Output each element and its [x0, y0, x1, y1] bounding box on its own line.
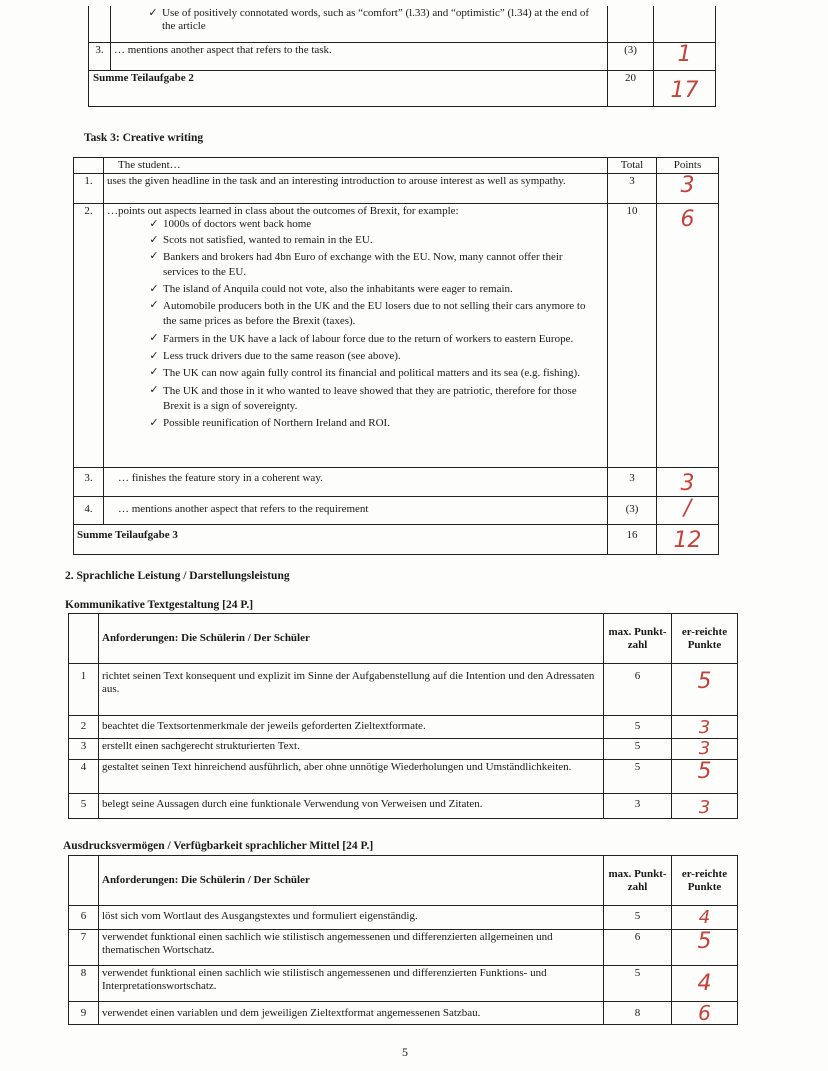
sum-label: Summe Teilaufgabe 3 [74, 525, 608, 555]
task3-table [73, 157, 719, 555]
row-number: 5 [69, 794, 99, 819]
list-item: ✓ 1000s of doctors went back home [145, 218, 600, 231]
handwritten-score: 3 [680, 173, 695, 198]
check-icon: ✓ [149, 417, 159, 429]
row-total: 10 [608, 204, 657, 468]
row-number: 2 [69, 716, 99, 739]
row-number: 8 [69, 966, 99, 1002]
sum-label: Summe Teilaufgabe 2 [89, 70, 608, 106]
check-icon: ✓ [149, 283, 159, 295]
top-table [88, 6, 716, 107]
row-max: 6 [604, 930, 672, 966]
row-max: 5 [604, 716, 672, 739]
row-number: 6 [69, 906, 99, 930]
page-number: 5 [402, 1045, 408, 1059]
handwritten-score: 6 [698, 1001, 711, 1025]
row-number: 2. [74, 204, 104, 468]
header-achieved: er-reichte Punkte [672, 614, 738, 664]
header-requirements: Anforderungen: Die Schülerin / Der Schüler [99, 856, 604, 906]
check-icon: ✓ [149, 366, 159, 378]
row-number: 1. [74, 174, 104, 204]
header-requirements: Anforderungen: Die Schülerin / Der Schüler [99, 614, 604, 664]
row-text: gestaltet seinen Text hinreichend ausführlich, aber ohne unnötige Wiederholungen und Umständlichkeiten. [99, 760, 604, 794]
check-icon: ✓ [149, 234, 159, 246]
carryover-text: Use of positively connotated words, such as “comfort” (l.33) and “optimistic” (l.34) at the end of the article [162, 7, 590, 32]
list-item: ✓ Farmers in the UK have a lack of labour force due to the return of workers to eastern Europe. [145, 332, 600, 347]
sum-total: 16 [608, 525, 657, 555]
list-item: ✓ Bankers and brokers had 4bn Euro of exchange with the EU. Now, many cannot offer their services to the EU. [145, 250, 600, 280]
header-points: Points [657, 158, 719, 174]
row-number: 1 [69, 664, 99, 716]
handwritten-score: 5 [697, 759, 712, 784]
row-number: 9 [69, 1002, 99, 1025]
sum-total: 20 [608, 70, 654, 106]
check-icon: ✓ [149, 350, 159, 362]
check-icon: ✓ [149, 332, 159, 344]
kt-table [68, 613, 738, 819]
check-icon: ✓ [149, 299, 159, 311]
row-total: 3 [608, 468, 657, 497]
row-text: richtet seinen Text konsequent und explizit im Sinne der Aufgabenstellung auf die Intention und den Adressaten aus. [99, 664, 604, 716]
row-max: 6 [604, 664, 672, 716]
row-number: 3. [89, 42, 111, 70]
handwritten-score: 4 [697, 971, 712, 996]
header-max: max. Punkt-zahl [604, 614, 672, 664]
row-text: verwendet einen variablen und dem jeweiligen Zieltextformat angemessenen Satzbau. [99, 1002, 604, 1025]
list-item: ✓ Scots not satisfied, wanted to remain in the EU. [145, 234, 600, 247]
row-text: … mentions another aspect that refers to the requirement [104, 497, 608, 525]
handwritten-score: 6 [680, 207, 695, 232]
row-number: 4. [74, 497, 104, 525]
header-total: Total [608, 158, 657, 174]
list-item: ✓ Less truck drivers due to the same reason (see above). [145, 350, 600, 363]
list-item: ✓ The UK can now again fully control its financial and political matters and its sea (e.g. fishing). [145, 366, 600, 381]
list-item: ✓ Possible reunification of Northern Ireland and ROI. [145, 417, 600, 430]
aspect-checklist [107, 218, 604, 430]
handwritten-score: 3 [680, 471, 695, 496]
row-max: 8 [604, 1002, 672, 1025]
row-text: löst sich vom Wortlaut des Ausgangstextes und formuliert eigenständig. [99, 906, 604, 930]
row-text: beachtet die Textsortenmerkmale der jeweils geforderten Zieltextformate. [99, 716, 604, 739]
check-icon: ✓ [149, 218, 159, 230]
row-text: verwendet funktional einen sachlich wie stilistisch angemessenen und differenzierten Funktions- und Interpretationswortschatz. [99, 966, 604, 1002]
handwritten-score: 5 [697, 669, 712, 694]
header-student: The student… [104, 158, 608, 174]
handwritten-score: 3 [698, 738, 711, 759]
list-item: ✓ The island of Anquila could not vote, also the inhabitants were eager to remain. [145, 283, 600, 296]
row-text: … mentions another aspect that refers to the task. [111, 42, 608, 70]
header-achieved: er-reichte Punkte [672, 856, 738, 906]
check-icon: ✓ [148, 7, 158, 19]
row-max: 5 [604, 739, 672, 760]
row-text: erstellt einen sachgerecht strukturierten Text. [99, 739, 604, 760]
handwritten-score: 1 [677, 41, 692, 67]
row-total: 3 [608, 174, 657, 204]
handwritten-score: / [683, 496, 692, 521]
ad-table [68, 855, 738, 1025]
task3-title: Task 3: Creative writing [84, 132, 204, 144]
section2-title: 2. Sprachliche Leistung / Darstellungsleistung [65, 570, 290, 582]
row-total: (3) [608, 42, 654, 70]
row-max: 5 [604, 760, 672, 794]
row-text: belegt seine Aussagen durch eine funktionale Verwendung von Verweisen und Zitaten. [99, 794, 604, 819]
handwritten-score: 17 [670, 77, 699, 103]
row-number: 7 [69, 930, 99, 966]
header-max: max. Punkt-zahl [604, 856, 672, 906]
row-text: verwendet funktional einen sachlich wie stilistisch angemessenen und differenzierten allgemeinen und thematischen Wortschatz. [99, 930, 604, 966]
row-text: … finishes the feature story in a coherent way. [104, 468, 608, 497]
row-number: 3. [74, 468, 104, 497]
row-max: 3 [604, 794, 672, 819]
row-total: (3) [608, 497, 657, 525]
handwritten-score: 3 [698, 717, 711, 738]
ad-title: Ausdrucksvermögen / Verfügbarkeit sprachlicher Mittel [24 P.] [63, 840, 374, 852]
handwritten-score: 3 [698, 797, 711, 818]
row-number: 3 [69, 739, 99, 760]
handwritten-score: 12 [673, 528, 702, 553]
row-text: uses the given headline in the task and an interesting introduction to arouse interest as well as sympathy. [104, 174, 608, 204]
row-max: 5 [604, 966, 672, 1002]
row-text: …points out aspects learned in class about the outcomes of Brexit, for example: [107, 205, 459, 217]
row-number: 4 [69, 760, 99, 794]
kt-title: Kommunikative Textgestaltung [24 P.] [65, 599, 254, 611]
handwritten-score: 5 [697, 929, 712, 954]
list-item: ✓ The UK and those in it who wanted to leave showed that they are patriotic, therefore for those Brexit is a sign of sovereignty. [145, 384, 600, 414]
check-icon: ✓ [149, 384, 159, 396]
carryover-item [111, 6, 608, 42]
row-max: 5 [604, 906, 672, 930]
list-item: ✓ Automobile producers both in the UK and the EU losers due to not selling their cars anymore to the same prices as before the Brexit (taxes). [145, 299, 600, 329]
handwritten-score: 4 [698, 907, 711, 928]
row-aspects [104, 204, 608, 468]
check-icon: ✓ [149, 250, 159, 262]
